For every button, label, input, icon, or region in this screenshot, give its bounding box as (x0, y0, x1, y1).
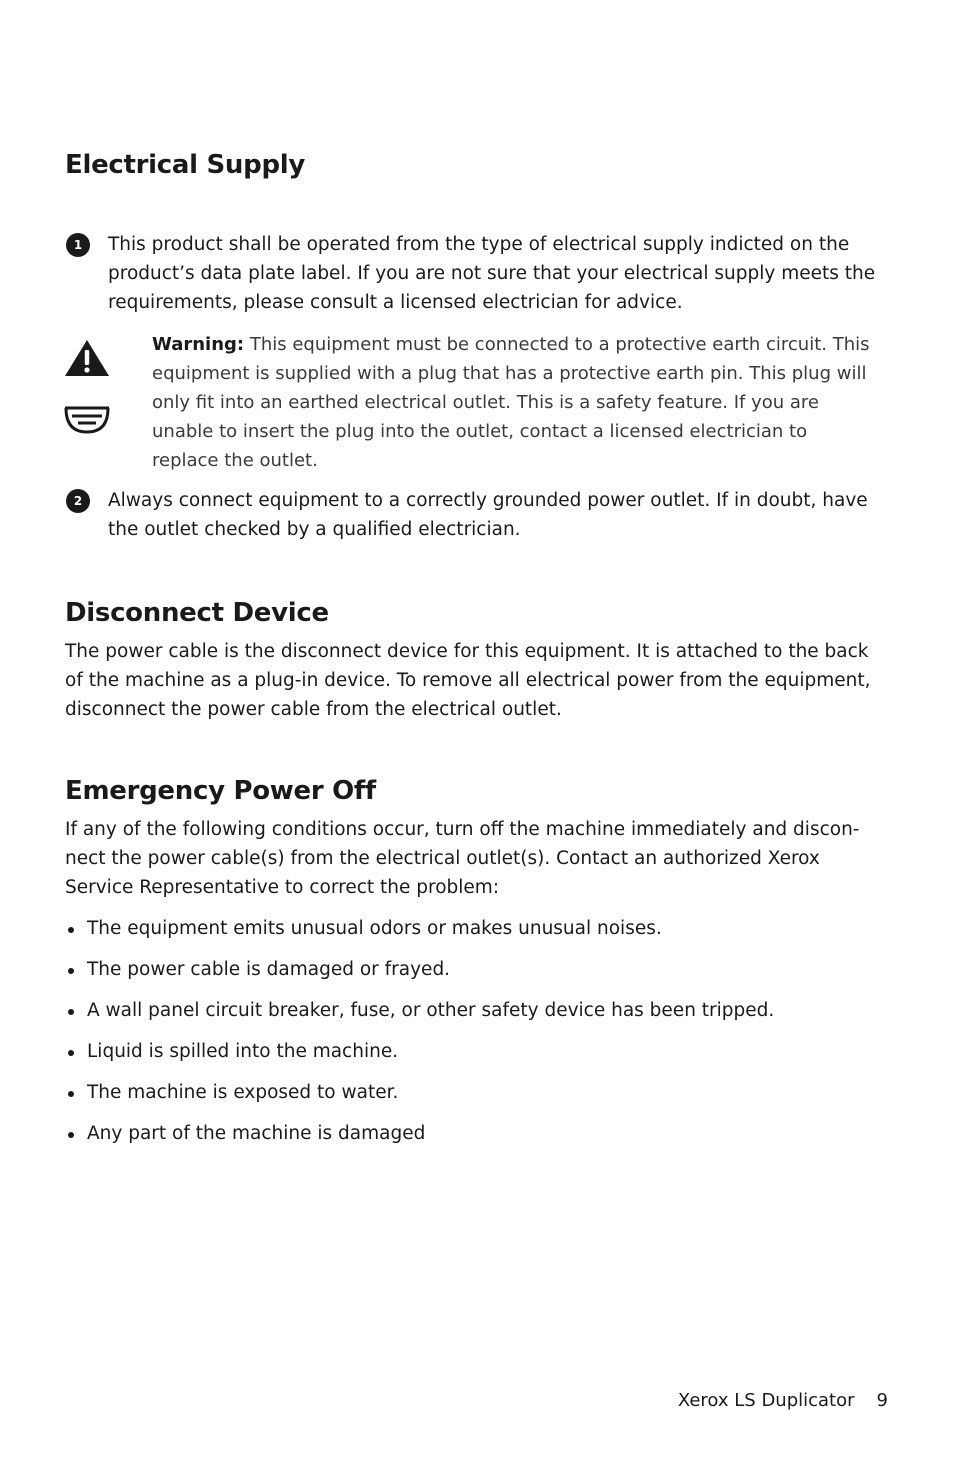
list-item: The power cable is damaged or frayed. (65, 955, 885, 984)
bullet-icon (68, 1132, 74, 1138)
emergency-power-off-intro: If any of the following conditions occur, turn off the machine immediately and disconnect the power cable(s) from the electrical outlet(s). Contact an authorized Xerox Service Representative to correct the problem: (65, 819, 860, 898)
list-item: Any part of the machine is damaged (65, 1119, 885, 1148)
warning-text: This equipment must be connected to a protective earth circuit. This equipment is supplied with a plug that has a protective earth pin. This plug will only fit into an earthed electrical outlet. This is a safety feature. If you are unable to insert the plug into the outlet, contact a licensed electrician to replace the outlet. (152, 334, 870, 471)
bullet-icon (68, 968, 74, 974)
bullet-icon (68, 927, 74, 933)
bullet-icon (68, 1050, 74, 1056)
page-number: 9 (876, 1390, 888, 1411)
bullet-icon (68, 1091, 74, 1097)
electrical-supply-item-2: Always connect equipment to a correctly grounded power outlet. If in doubt, have the outlet checked by a qualified electrician. (108, 490, 868, 540)
step-number-1-badge: 1 (66, 233, 90, 257)
disconnect-device-text: The power cable is the disconnect device for this equipment. It is attached to the back of the machine as a plug-in device. To remove all electrical power from the equipment, disconnect the power cable from the electrical outlet. (65, 641, 871, 720)
warning-triangle-icon (64, 339, 110, 377)
list-item: The machine is exposed to water. (65, 1078, 885, 1107)
section-title-electrical-supply: Electrical Supply (65, 150, 306, 180)
list-item: Liquid is spilled into the machine. (65, 1037, 885, 1066)
step-number-2-badge: 2 (66, 489, 90, 513)
section-title-emergency-power-off: Emergency Power Off (65, 776, 376, 806)
list-item: The equipment emits unusual odors or makes unusual noises. (65, 914, 885, 943)
warning-note (152, 330, 872, 475)
protective-earth-icon (64, 406, 110, 434)
condition-list (65, 914, 885, 1160)
page-footer (678, 1388, 888, 1414)
electrical-supply-item-1: This product shall be operated from the type of electrical supply indicted on the product’s data plate label. If you are not sure that your electrical supply meets the requirements, please consult a licensed electrician for advice. (108, 234, 876, 313)
footer-product-name: Xerox LS Duplicator (677, 1390, 855, 1411)
bullet-icon (68, 1009, 74, 1015)
warning-label: Warning: (152, 334, 245, 355)
list-item: A wall panel circuit breaker, fuse, or other safety device has been tripped. (65, 996, 885, 1025)
section-title-disconnect-device: Disconnect Device (65, 598, 329, 628)
